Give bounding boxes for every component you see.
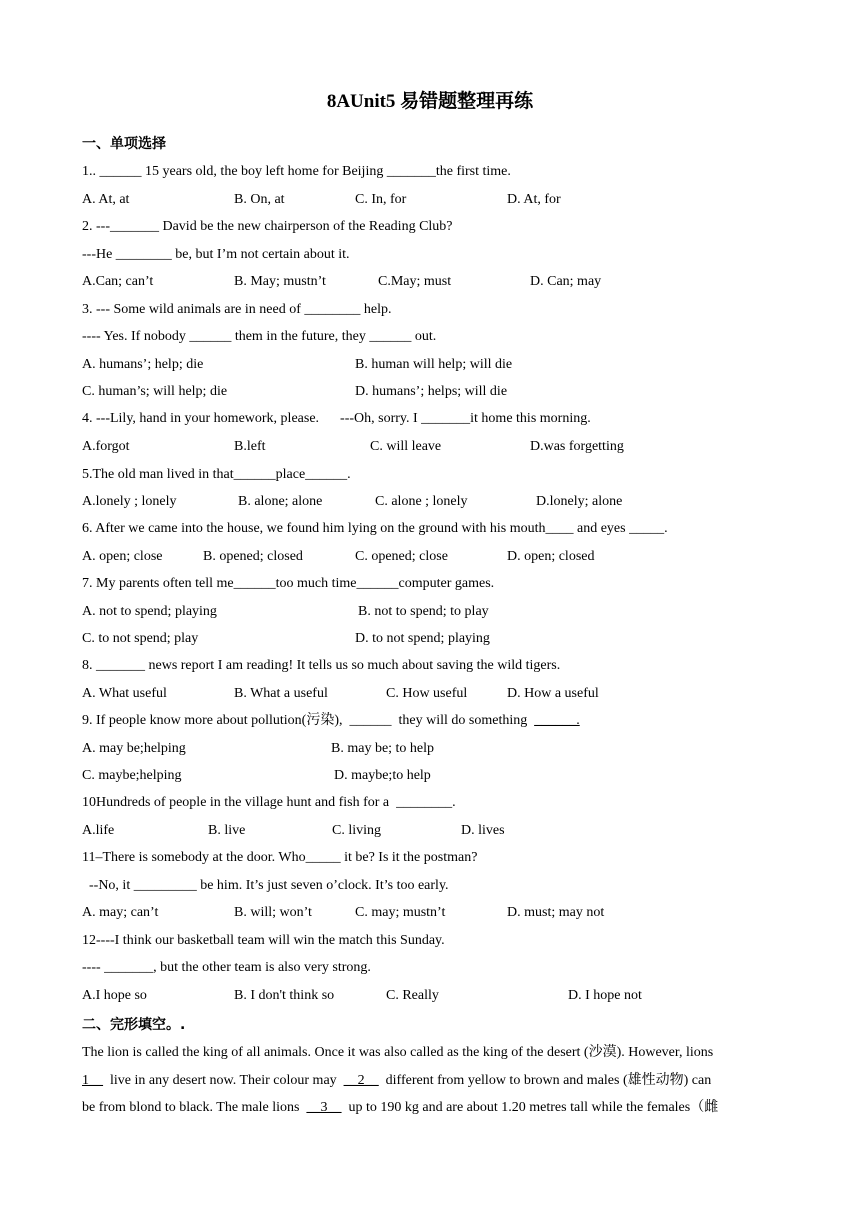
q1-option-d: D. At, for (507, 192, 561, 207)
q3-option-c: C. human’s; will help; die (82, 384, 228, 399)
passage-text: up to 190 kg and are about 1.20 metres tall while the females（雌 (341, 1100, 719, 1115)
passage-text: be from blond to black. The male lions (82, 1100, 307, 1115)
q1-option-a: A. At, at (82, 192, 130, 207)
q7-option-b: B. not to spend; to play (358, 604, 489, 619)
passage-text: live in any desert now. Their colour may (103, 1073, 344, 1088)
q2-option-d: D. Can; may (530, 274, 602, 289)
section-heading-single-choice: 一、单项选择 (82, 136, 166, 152)
q2-option-b: B. May; mustn’t (234, 274, 326, 289)
q11-option-d: D. must; may not (507, 905, 605, 920)
question-12-stem: 12----I think our basketball team will win the match this Sunday. (82, 933, 445, 948)
blank-1: 1__ (82, 1073, 103, 1088)
question-4-stem: 4. ---Lily, hand in your homework, please. ---Oh, sorry. I _______it home this morning. (82, 411, 591, 426)
q9-option-d: D. maybe;to help (334, 768, 431, 783)
q6-option-b: B. opened; closed (203, 549, 303, 564)
q4-option-c: C. will leave (370, 439, 442, 454)
q7-option-a: A. not to spend; playing (82, 604, 217, 619)
question-3-stem: 3. --- Some wild animals are in need of ________ help. (82, 302, 392, 317)
question-2-stem: 2. ---_______ David be the new chairperson of the Reading Club? (82, 219, 453, 234)
q11-option-b: B. will; won’t (234, 905, 312, 920)
q5-option-b: B. alone; alone (238, 494, 323, 509)
q8-option-b: B. What a useful (234, 686, 328, 701)
q4-option-b: B.left (234, 439, 266, 454)
question-9-stem-text: 9. If people know more about pollution(污染), ______ they will do something (82, 713, 535, 728)
q12-option-a: A.I hope so (82, 988, 147, 1003)
q9-option-c: C. maybe;helping (82, 768, 182, 783)
q3-option-d: D. humans’; helps; will die (355, 384, 508, 399)
q4-option-d: D.was forgetting (530, 439, 624, 454)
q8-option-a: A. What useful (82, 686, 167, 701)
blank-2: __2__ (343, 1073, 379, 1088)
q4-option-a: A.forgot (82, 439, 130, 454)
q2-option-c: C.May; must (378, 274, 452, 289)
q5-option-c: C. alone ; lonely (375, 494, 468, 509)
question-9-blank: ______. (534, 713, 580, 728)
question-11-stem-2: --No, it _________ be him. It’s just seven o’clock. It’s too early. (82, 878, 449, 893)
q8-option-d: D. How a useful (507, 686, 599, 701)
passage-line-3 (82, 1099, 782, 1117)
q10-option-b: B. live (208, 823, 246, 838)
q11-option-c: C. may; mustn’t (355, 905, 446, 920)
blank-3: __3__ (306, 1100, 342, 1115)
q1-option-b: B. On, at (234, 192, 285, 207)
question-12-stem-2: ---- _______, but the other team is also very strong. (82, 960, 371, 975)
q7-option-d: D. to not spend; playing (355, 631, 490, 646)
q6-option-d: D. open; closed (507, 549, 595, 564)
q10-option-d: D. lives (461, 823, 505, 838)
passage-text: different from yellow to brown and males (雄性动物) can (378, 1073, 712, 1088)
q9-option-b: B. may be; to help (331, 741, 435, 756)
q12-option-b: B. I don't think so (234, 988, 335, 1003)
question-2-stem-2: ---He ________ be, but I’m not certain about it. (82, 247, 350, 262)
question-7-stem: 7. My parents often tell me______too much time______computer games. (82, 576, 495, 591)
q9-option-a: A. may be;helping (82, 741, 186, 756)
question-11-stem: 11–There is somebody at the door. Who_____ it be? Is it the postman? (82, 850, 478, 865)
q6-option-c: C. opened; close (355, 549, 448, 564)
q3-option-b: B. human will help; will die (355, 357, 513, 372)
q12-option-c: C. Really (386, 988, 439, 1003)
page-title: 8AUnit5 易错题整理再练 (326, 91, 534, 112)
passage-line-2 (82, 1072, 782, 1090)
q5-option-d: D.lonely; alone (536, 494, 623, 509)
question-1-stem: 1.. ______ 15 years old, the boy left home for Beijing _______the first time. (82, 164, 511, 179)
q10-option-a: A.life (82, 823, 115, 838)
q11-option-a: A. may; can’t (82, 905, 159, 920)
question-3-stem-2: ---- Yes. If nobody ______ them in the future, they ______ out. (82, 329, 437, 344)
question-9-stem (82, 712, 580, 730)
q7-option-c: C. to not spend; play (82, 631, 199, 646)
q12-option-d: D. I hope not (568, 988, 642, 1003)
q5-option-a: A.lonely ; lonely (82, 494, 177, 509)
q6-option-a: A. open; close (82, 549, 163, 564)
question-10-stem: 10Hundreds of people in the village hunt and fish for a ________. (82, 795, 456, 810)
passage-line-1: The lion is called the king of all animals. Once it was also called as the king of the desert (沙漠). However, lions (82, 1045, 714, 1060)
q8-option-c: C. How useful (386, 686, 468, 701)
question-8-stem: 8. _______ news report I am reading! It tells us so much about saving the wild tigers. (82, 658, 561, 673)
q3-option-a: A. humans’; help; die (82, 357, 204, 372)
q2-option-a: A.Can; can’t (82, 274, 154, 289)
q10-option-c: C. living (332, 823, 382, 838)
question-5-stem: 5.The old man lived in that______place______. (82, 467, 351, 482)
question-6-stem: 6. After we came into the house, we found him lying on the ground with his mouth____ and eyes _____. (82, 521, 668, 536)
q1-option-c: C. In, for (355, 192, 407, 207)
section-heading-cloze: 二、完形填空。. (82, 1017, 186, 1033)
